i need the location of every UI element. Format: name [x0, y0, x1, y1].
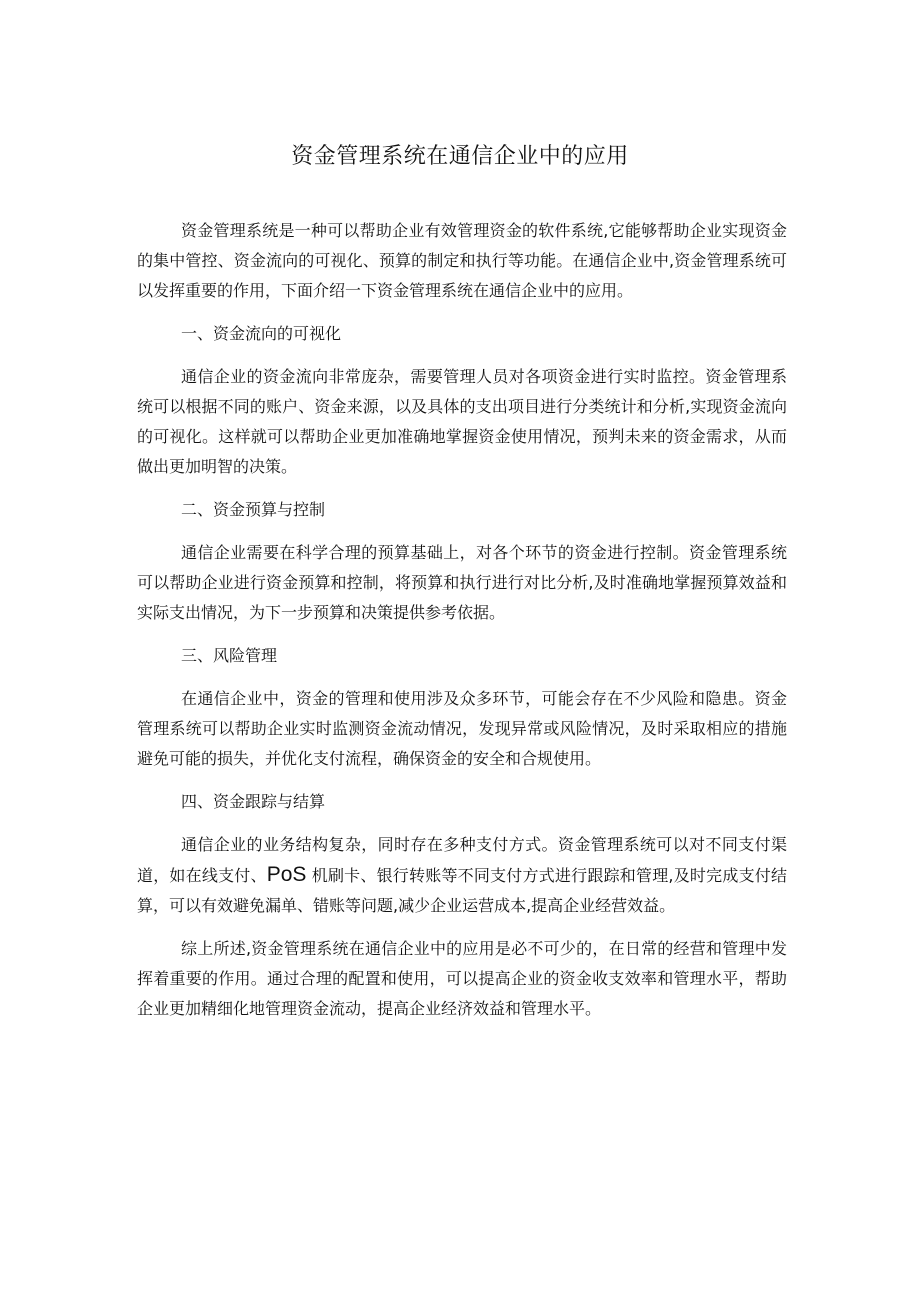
pos-term: PoS [266, 863, 307, 886]
section-heading-1: 一、资金流向的可视化 [181, 324, 342, 343]
document-body [137, 216, 787, 1037]
section-body-3: 在通信企业中，资金的管理和使用涉及众多环节，可能会存在不少风险和隐患。资金管理系统可以帮助企业实时监测资金流动情况，发现异常或风险情况，及时采取相应的措施避免可能的损失，并优化支付流程，确保资金的安全和合规使用。 [137, 689, 787, 768]
section-body-2: 通信企业需要在科学合理的预算基础上，对各个环节的资金进行控制。资金管理系统可以帮助企业进行资金预算和控制，将预算和执行进行对比分析,及时准确地掌握预算效益和实际支出情况，为下一步预算和决策提供参考依据。 [137, 543, 787, 622]
section-body-4-part-2: 机刷卡、银行转账等不同支付方式进行跟踪和管理,及时完成支付结算，可以有效避免漏单、错账等问题,减少企业运营成本,提高企业经营效益。 [137, 866, 787, 915]
section-heading-2: 二、资金预算与控制 [181, 500, 326, 519]
section-body-1: 通信企业的资金流向非常庞杂，需要管理人员对各项资金进行实时监控。资金管理系统可以根据不同的账户、资金来源，以及具体的支出项目进行分类统计和分析,实现资金流向的可视化。这样就可以帮助企业更加准确地掌握资金使用情况，预判未来的资金需求，从而做出更加明智的决策。 [137, 367, 787, 476]
section-heading-3: 三、风险管理 [181, 646, 278, 665]
conclusion-paragraph: 综上所述,资金管理系统在通信企业中的应用是必不可少的，在日常的经营和管理中发挥着重要的作用。通过合理的配置和使用，可以提高企业的资金收支效率和管理水平，帮助企业更加精细化地管理资金流动，提高企业经济效益和管理水平。 [137, 939, 787, 1018]
section-body-4 [137, 830, 787, 921]
intro-paragraph: 资金管理系统是一种可以帮助企业有效管理资金的软件系统,它能够帮助企业实现资金的集中管控、资金流向的可视化、预算的制定和执行等功能。在通信企业中,资金管理系统可以发挥重要的作用，下面介绍一下资金管理系统在通信企业中的应用。 [137, 221, 787, 300]
section-body-4-part-1: 通信企业的业务结构复杂，同时存在多种支付方式。资金管理系统可以对不同支付渠道，如在线支付、 [137, 835, 787, 885]
document-title: 资金管理系统在通信企业中的应用 [291, 144, 629, 169]
section-heading-4: 四、资金跟踪与结算 [181, 792, 326, 811]
